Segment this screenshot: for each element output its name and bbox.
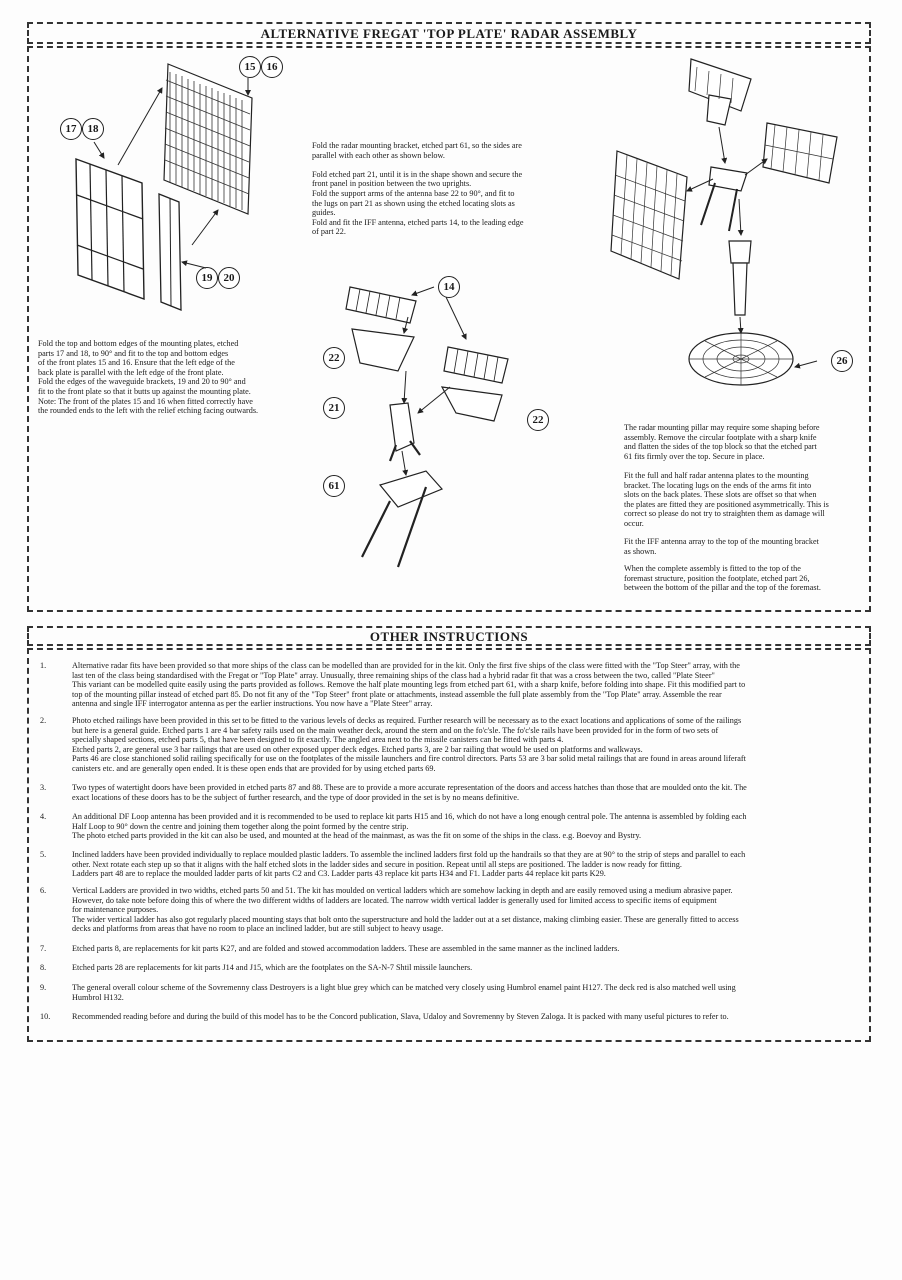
instruction-text: Vertical Ladders are provided in two widths, etched parts 50 and 51. The kit has moulded on vertical ladders which are somehow lacking in depth and are easily removed using a medium abrasive paper. However, do take note before doing this of where the two different widths of ladders are located. The narrow width vertical ladder is generally used for limited access to specific items of equipment for maintenance purposes. The wider vertical ladder has also got regularly placed mounting stays that bolt onto the superstructure and hold the ladder out at a set distance, making climbing easier. These are generally fitted to access decks and platforms from areas that have no room to place an inclined ladder, but are still subject to heavy usage. [72, 886, 739, 934]
section1-text-left: Fold the top and bottom edges of the mounting plates, etched parts 17 and 18, to 90° and fit to the top and bottom edges of the front plates 15 and 16. Ensure that the left edge of the back plate is parallel with the left edge of the front plate. Fold the edges of the waveguide brackets, 19 and 20 to 90° and fit to the front plate so that it butts up against the mounting plate. Note: The front of the plates 15 and 16 when fitted correctly have the rounded ends to the left with the relief etching facing outwards. [38, 339, 259, 416]
instruction-text: Recommended reading before and during the build of this model has to be the Concord publication, Slava, Udaloy and Sovremenny by Steven Zaloga. It is packed with many useful pictures to refer to. [72, 1012, 729, 1021]
instruction-number: 9. [40, 983, 47, 992]
section1-text-right-1: The radar mounting pillar may require some shaping before assembly. Remove the circular footplate with a sharp knife and flatten the sides of the top block so that the etched part 61 fits firmly over the top. Secure in place. [624, 423, 820, 461]
section1-title: ALTERNATIVE FREGAT 'TOP PLATE' RADAR ASSEMBLY [260, 26, 638, 41]
callout-61: 61 [323, 475, 345, 497]
instruction-number: 5. [40, 850, 47, 859]
section2-title-bar [27, 626, 871, 646]
left-arrows [0, 0, 300, 320]
section1-text-center: Fold the radar mounting bracket, etched part 61, so the sides are parallel with each other as shown below. Fold etched part 21, until it is in the shape shown and secure the front panel in position between the two uprights. Fold the support arms of the antenna base 22 to 90°, and fit to the lugs on part 21 as shown using the etched locating slots as guides. Fold and fit the IFF antenna, etched parts 14, to the leading edge of part 22. [312, 141, 524, 237]
instruction-3 [40, 783, 858, 803]
instruction-9 [40, 983, 858, 1003]
instruction-1 [40, 661, 858, 709]
instruction-number: 6. [40, 886, 47, 895]
instruction-text: Inclined ladders have been provided individually to replace moulded plastic ladders. To assemble the inclined ladders first fold up the handrails so that they are at 90° to the strip of steps and parallel to each other. Next rotate each step up so that it aligns with the half etched slots in the ladder sides and secure in position. Repeat until all steps are positioned. The ladder is now ready for fitting. Ladders part 48 are to replace the moulded ladder parts of kit parts C2 and C3. Ladder parts 43 replace kit parts H34 and F1. Ladder parts 44 replace kit parts K29. [72, 850, 746, 879]
instruction-text: Alternative radar fits have been provided so that more ships of the class can be modelled than are provided for in the kit. Only the first five ships of the class were fitted with the "Top Steer" array, with the last ten of the class being standardised with the Fregat or "Top Plate" array. Unusually, three remaining ships of the class had a hybrid radar fit that was a cross between the two, called "Plate Steer" This variant can be modelled quite easily using the parts provided as follows. Remove the half plate mounting legs from etched part 61, with a sharp knife, before folding into shape. Fit this modified part to top of the mounting pillar instead of etched part 85. Do not fit any of the "Top Steer" front plate or attachments, instead assemble the full plate assembly from the "Top Plate" array. Assemble the rear antenna and single IFF interrogator antenna as per the earlier instructions. You now have a "Plate Steer" array. [72, 661, 746, 709]
callout-20: 20 [218, 267, 240, 289]
section1-text-right-3: Fit the IFF antenna array to the top of the mounting bracket as shown. [624, 537, 819, 556]
instruction-number: 8. [40, 963, 47, 972]
callout-26: 26 [831, 350, 853, 372]
instruction-text: An additional DF Loop antenna has been provided and it is recommended to be used to replace kit parts H15 and 16, which do not have a long enough central pole. The antenna is assembled by folding each Half Loop to 90° down the centre and joining them together along the point formed by the centre strip. The photo etched parts provided in the kit can also be used, and mounted at the head of the mainmast, as was the fit on some of the ships in the class. e.g. Boevoy and Bystry. [72, 812, 747, 841]
callout-15: 15 [239, 56, 261, 78]
instruction-10 [40, 1012, 858, 1022]
full-radar-assembly-diagram [605, 55, 855, 385]
instruction-number: 4. [40, 812, 47, 821]
section1-text-right-2: Fit the full and half radar antenna plates to the mounting bracket. The locating lugs on the ends of the arms fit into slots on the back plates. These slots are offset so that when the plates are fitted they are positioned asymmetrically. This is correct so please do not try to straighten them as damage will occur. [624, 471, 829, 528]
section1-text-right-4: When the complete assembly is fitted to the top of the foremast structure, position the footplate, etched part 26, between the bottom of the pillar and the top of the foremast. [624, 564, 821, 593]
callout-22-left: 22 [323, 347, 345, 369]
callout-22-right: 22 [527, 409, 549, 431]
instruction-number: 2. [40, 716, 47, 725]
instruction-6 [40, 886, 858, 936]
instruction-text: The general overall colour scheme of the Sovremenny class Destroyers is a light blue grey which can be matched very closely using Humbrol enamel paint H127. The deck red is also matched well using Humbrol H132. [72, 983, 736, 1002]
callout-18: 18 [82, 118, 104, 140]
callout-21: 21 [323, 397, 345, 419]
instruction-4 [40, 812, 858, 842]
instruction-text: Photo etched railings have been provided in this set to be fitted to the various levels of decks as required. Further research will be necessary as to the exact locations and applications of some of the railings but here is a general guide. Etched parts 1 are 4 bar safety rails used on the main weather deck, around the stern and on the fo'c'sle. The fo'c'sle rails have been provided for in the form of two sets of specially shaped sections, etched parts 5, that have been designed to fit exactly. The angled area next to the missile canisters can be fitted with parts 4. Etched parts 2, are general use 3 bar railings that are used on other exposed upper deck edges. Etched parts 3, are 2 bar railing that would be used on platforms and walkways. Parts 46 are close stanchioned solid railing specifically for use on the footplates of the missile launchers and fire control directors. Parts 53 are 3 bar solid metal railings that are found in areas around liferaft canisters etc. and are generally open ended. It is these open ends that are provided for by using etched parts 69. [72, 716, 746, 773]
callout-19: 19 [196, 267, 218, 289]
instruction-number: 1. [40, 661, 47, 670]
instruction-text: Etched parts 28 are replacements for kit parts J14 and J15, which are the footplates on the SA-N-7 Shtil missile launchers. [72, 963, 473, 972]
callout-17: 17 [60, 118, 82, 140]
instruction-number: 7. [40, 944, 47, 953]
instruction-text: Etched parts 8, are replacements for kit parts K27, and are folded and stowed accommodation ladders. These are assembled in the same manner as the inclined ladders. [72, 944, 620, 953]
callout-14: 14 [438, 276, 460, 298]
bracket-assembly-diagram [330, 275, 560, 575]
instruction-number: 10. [40, 1012, 51, 1021]
instruction-number: 3. [40, 783, 47, 792]
instruction-text: Two types of watertight doors have been provided in etched parts 87 and 88. These are to provide a more accurate representation of the doors and access hatches than those that are moulded onto the kit. The exact locations of these doors has to be the subject of further research, and the type of door provided in the set is by no means definitive. [72, 783, 747, 802]
section2-title: OTHER INSTRUCTIONS [369, 629, 529, 644]
callout-16: 16 [261, 56, 283, 78]
instruction-5 [40, 850, 858, 880]
instruction-7 [40, 944, 858, 954]
instruction-2 [40, 716, 858, 776]
instruction-8 [40, 963, 858, 973]
